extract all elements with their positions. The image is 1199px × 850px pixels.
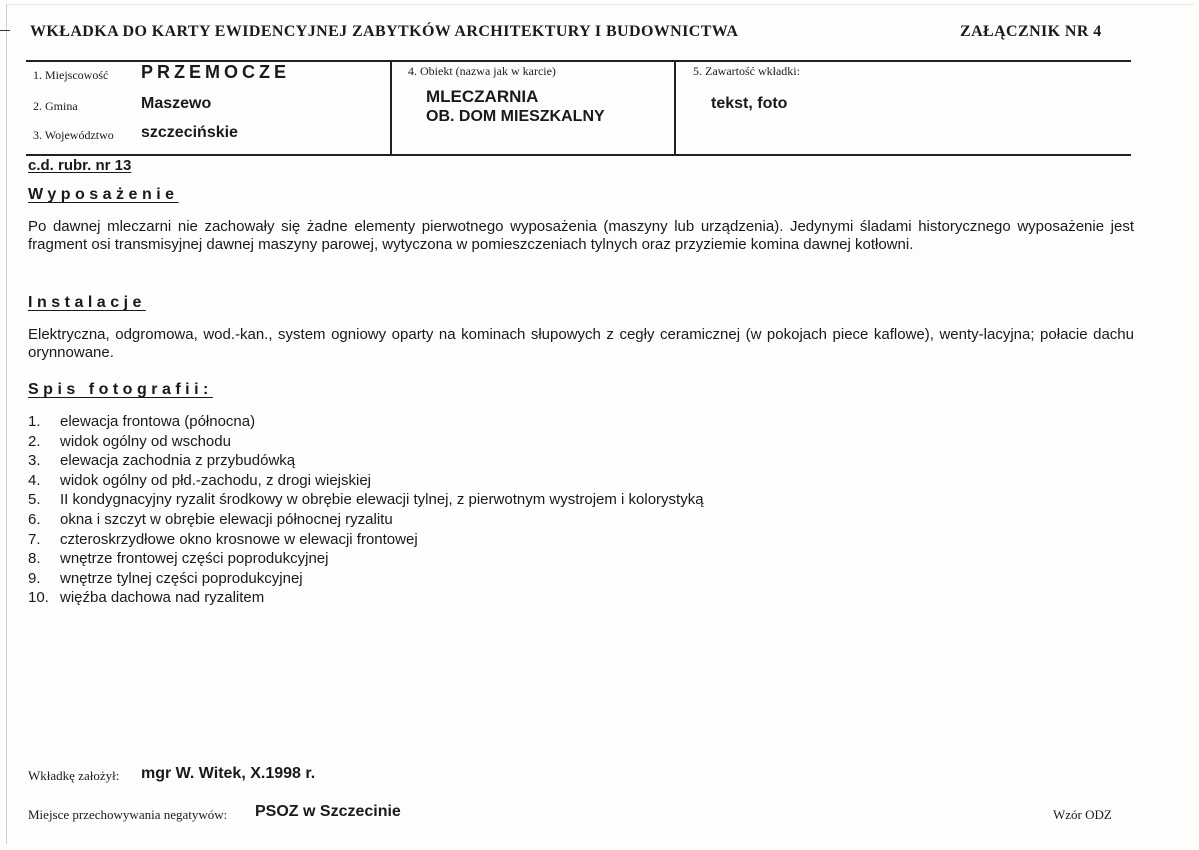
miejscowosc-label: 1. Miejscowość: [33, 68, 109, 82]
negatives-value: PSOZ w Szczecinie: [255, 803, 401, 820]
list-item-number: 9.: [28, 569, 41, 587]
list-item: [28, 490, 704, 510]
list-item-number: 2.: [28, 432, 41, 450]
gmina-value: Maszewo: [141, 95, 212, 112]
wojewodztwo-value: szczecińskie: [141, 124, 238, 141]
rubric-reference: c.d. rubr. nr 13: [28, 157, 132, 174]
list-item-number: 1.: [28, 413, 41, 430]
section-text-instalacje: Elektryczna, odgromowa, wod.-kan., system ogniowy oparty na kominach słupowych z cegły ceramicznej (w pokojach piece kaflowe), wenty-lacyjna; połacie dachu orynnowane.: [28, 326, 1134, 361]
gmina-label: 2. Gmina: [33, 99, 78, 113]
list-item: [28, 549, 704, 569]
obiekt-value-line-1: MLECZARNIA: [426, 87, 539, 106]
list-item: [28, 451, 704, 471]
obiekt-value-line-2: OB. DOM MIESZKALNY: [426, 108, 605, 125]
list-item-number: 4.: [28, 471, 41, 489]
form-template-mark: Wzór ODZ: [1053, 807, 1112, 822]
list-item-number: 8.: [28, 550, 41, 568]
negatives-label: Miejsce przechowywania negatywów:: [28, 807, 228, 822]
list-item-text: wnętrze tylnej części poprodukcyjnej: [60, 569, 303, 587]
list-item-text: elewacja frontowa (północna): [60, 413, 256, 430]
section-title-wyposazenie: Wyposażenie: [28, 186, 179, 203]
zawartosc-label: 5. Zawartość wkładki:: [693, 64, 800, 78]
list-item-number: 6.: [28, 510, 41, 528]
list-item: [28, 412, 704, 432]
fields-divider-1: [390, 60, 392, 156]
section-title-spis-fotografii: Spis fotografii:: [28, 381, 213, 398]
list-item-text: II kondygnacyjny ryzalit środkowy w obrębie elewacji tylnej, z pierwotnym wystrojem i kolorystyką: [60, 491, 704, 509]
list-item-number: 5.: [28, 491, 41, 509]
list-item: [28, 510, 704, 530]
list-item: [28, 432, 704, 452]
list-item: [28, 530, 704, 550]
author-label: Wkładkę założył:: [28, 768, 120, 783]
list-item-number: 10.: [28, 589, 49, 607]
form-title: WKŁADKA DO KARTY EWIDENCYJNEJ ZABYTKÓW ARCHITEKTURY I BUDOWNICTWA: [30, 23, 739, 40]
author-value: mgr W. Witek, X.1998 r.: [141, 765, 316, 782]
fields-divider-2: [674, 60, 676, 156]
miejscowosc-value: PRZEMOCZE: [141, 62, 291, 82]
list-item-text: elewacja zachodnia z przybudówką: [60, 452, 296, 470]
attachment-number: ZAŁĄCZNIK NR 4: [960, 23, 1102, 40]
wojewodztwo-label: 3. Województwo: [33, 128, 114, 142]
list-item-text: widok ogólny od wschodu: [60, 432, 231, 450]
list-item: [28, 569, 704, 589]
list-item: [28, 588, 704, 608]
list-item: [28, 471, 704, 491]
list-item-number: 7.: [28, 530, 41, 548]
photo-list: [28, 412, 704, 608]
edge-tick-mark: [0, 30, 10, 31]
list-item-text: wnętrze frontowej części poprodukcyjnej: [60, 550, 329, 568]
zawartosc-value: tekst, foto: [711, 95, 788, 112]
section-title-instalacje: Instalacje: [28, 294, 146, 311]
list-item-text: widok ogólny od płd.-zachodu, z drogi wiejskiej: [60, 471, 372, 489]
list-item-number: 3.: [28, 452, 41, 470]
section-text-wyposazenie: Po dawnej mleczarni nie zachowały się żadne elementy pierwotnego wyposażenia (maszyny lub urządzenia). Jedynymi śladami historycznego wyposażenie jest fragment osi transmisyjnej dawnej maszyny parowej, wytyczona w pomieszczeniach tylnych oraz przyziemie komina dawnej kotłowni.: [28, 218, 1134, 253]
list-item-text: okna i szczyt w obrębie elewacji północnej ryzalitu: [60, 510, 393, 528]
list-item-text: czteroskrzydłowe okno krosnowe w elewacji frontowej: [60, 530, 418, 548]
obiekt-label: 4. Obiekt (nazwa jak w karcie): [408, 64, 556, 78]
list-item-text: więźba dachowa nad ryzalitem: [60, 589, 265, 607]
fields-bottom-rule: [26, 154, 1131, 156]
